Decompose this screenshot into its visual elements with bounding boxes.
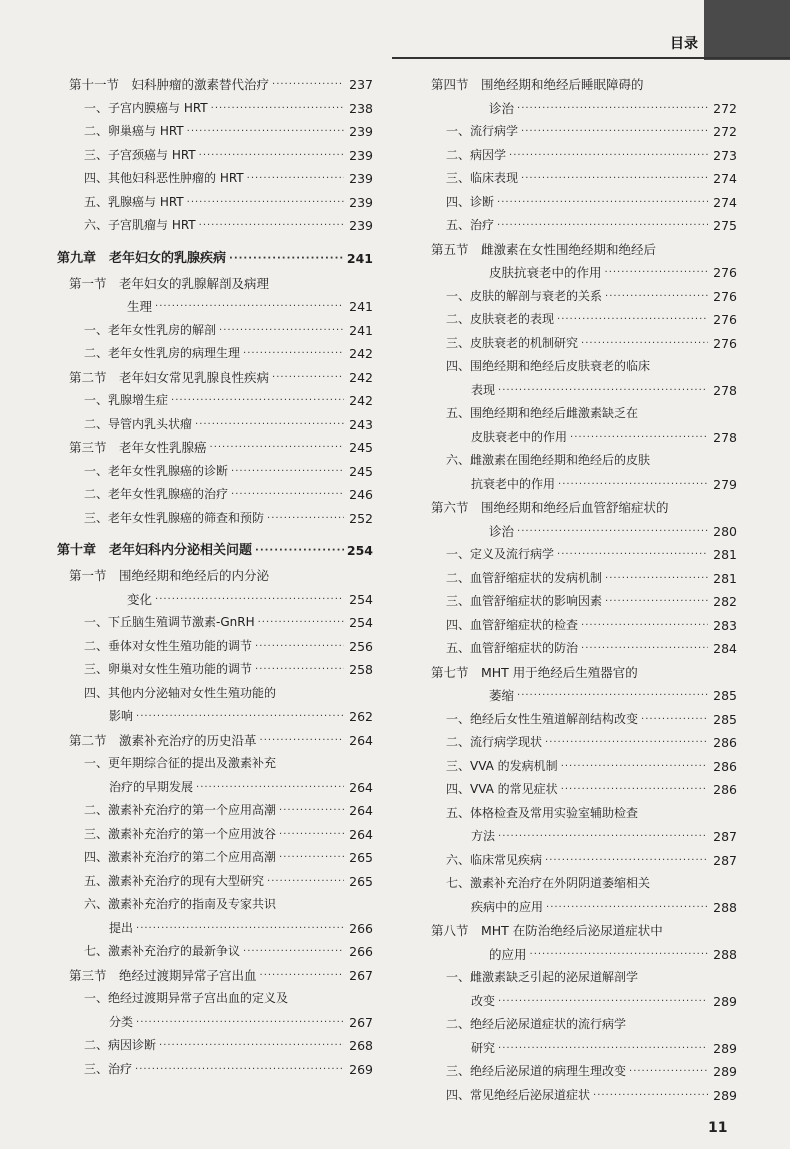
dot-leader [199,144,344,168]
dot-leader [517,520,708,544]
toc-entry-title: 的应用 [489,946,527,962]
toc-page-number: 242 [349,369,373,385]
toc-sub-entry[interactable] [57,823,373,847]
toc-entry-title: 二、导管内乳头状瘤 [84,416,193,431]
toc-page-number: 243 [349,416,373,432]
toc-sub-entry[interactable] [57,635,373,659]
toc-page-number: 264 [349,732,373,748]
dot-leader [187,120,344,144]
toc-sub-entry[interactable] [57,611,373,635]
dot-leader [247,167,344,191]
toc-section-entry[interactable] [419,238,737,285]
toc-page-number: 289 [713,1064,737,1079]
toc-sub-entry[interactable] [57,799,373,823]
toc-entry-title: 二、老年女性乳房的病理生理 [84,346,241,360]
header-rule [392,57,790,59]
dot-leader [517,684,708,708]
toc-sub-entry[interactable] [419,614,737,638]
toc-sub-entry[interactable] [57,1058,373,1082]
toc-entry-title: 一、更年期综合征的提出及激素补充 [84,756,277,770]
dot-leader [255,635,344,659]
toc-sub-entry[interactable] [57,191,373,215]
toc-entry-title: 一、雌激素缺乏引起的泌尿道解剖学 [446,970,639,984]
toc-entry-title: 四、常见绝经后泌尿道症状 [446,1087,591,1102]
toc-sub-entry[interactable] [57,987,373,1034]
toc-entry-title: 第三节 老年女性乳腺癌 [69,440,207,455]
toc-entry-title: 四、诊断 [446,194,495,209]
dot-leader [561,755,708,779]
toc-entry-title: 三、子宫颈癌与 HRT [84,147,196,162]
toc-section-entry[interactable] [57,964,373,988]
toc-entry-title: 生理 [127,299,153,314]
toc-sub-entry[interactable] [419,637,737,661]
toc-page-number: 288 [713,899,737,915]
dot-leader [171,389,344,413]
toc-sub-entry[interactable] [419,214,737,238]
toc-entry-title: 三、VVA 的发病机制 [446,758,558,773]
toc-entry-title: 变化 [127,591,153,607]
toc-entry-title: 三、血管舒缩症状的影响因素 [446,594,603,608]
dot-leader [258,611,344,635]
dot-leader [136,705,344,729]
toc-page-number: 241 [349,322,373,338]
toc-sub-entry[interactable] [419,872,737,919]
toc-sub-entry[interactable] [419,1013,737,1060]
toc-page-number: 274 [713,194,737,210]
toc-sub-entry[interactable] [57,460,373,484]
toc-sub-entry[interactable] [57,319,373,343]
toc-entry-title: 第八节 MHT 在防治绝经后泌尿道症状中 [431,923,663,938]
toc-page-number: 269 [349,1061,373,1077]
toc-page-number: 267 [349,1014,373,1030]
toc-entry-title: 第二节 老年妇女常见乳腺良性疾病 [69,369,270,385]
dot-leader [498,379,708,403]
dot-leader [279,846,344,870]
toc-entry-title: 一、定义及流行病学 [446,547,555,561]
toc-entry-title: 五、治疗 [446,218,495,232]
toc-entry-title: 四、激素补充治疗的第二个应用高潮 [84,850,277,864]
toc-entry-title: 四、其他内分泌轴对女性生殖功能的 [84,685,277,700]
toc-page-number: 272 [713,124,737,139]
toc-sub-entry[interactable] [419,355,737,402]
toc-section-entry[interactable] [57,272,373,319]
toc-entry-title: 六、临床常见疾病 [446,852,543,867]
dot-leader [272,73,344,97]
toc-entry-title: 研究 [471,1040,496,1055]
toc-page-number: 282 [713,594,737,609]
toc-page-number: 279 [713,476,737,492]
toc-entry-title: 一、绝经后女性生殖道解剖结构改变 [446,711,639,726]
toc-entry-title: 第三节 绝经过渡期异常子宫出血 [69,967,257,983]
dot-leader [136,917,344,941]
toc-sub-entry[interactable] [419,144,737,168]
toc-section-entry[interactable] [57,436,373,460]
dot-leader [557,543,708,567]
dot-leader [581,637,708,661]
toc-entry-title: 三、绝经后泌尿道的病理生理改变 [446,1064,627,1078]
toc-entry-title: 四、血管舒缩症状的检查 [446,617,579,632]
toc-entry-title: 二、流行病学现状 [446,735,543,749]
toc-entry-title: 一、下丘脑生殖调节激素-GnRH [84,615,255,629]
toc-entry-title: 萎缩 [489,688,515,703]
dot-leader [561,778,708,802]
toc-entry-title: 分类 [109,1014,134,1029]
dot-leader [581,614,708,638]
dot-leader [557,308,708,332]
toc-section-entry[interactable] [419,919,737,966]
toc-page-number: 274 [713,171,737,186]
toc-entry-title: 五、乳腺癌与 HRT [84,194,184,209]
toc-page-number: 266 [349,920,373,936]
toc-entry-title: 第十一节 妇科肿瘤的激素替代治疗 [69,77,270,92]
toc-page-number: 286 [713,735,737,750]
toc-sub-entry[interactable] [419,778,737,802]
toc-entry-title: 第一节 老年妇女的乳腺解剖及病理 [69,275,270,291]
dot-leader [546,896,708,920]
toc-page-number: 239 [349,194,373,210]
toc-page-number: 264 [349,779,373,795]
toc-page-number: 258 [349,662,373,677]
dot-leader [279,799,344,823]
dot-leader [135,1058,344,1082]
toc-page-number: 239 [349,171,373,186]
toc-page-number: 286 [713,782,737,797]
chapter-spacer [57,530,373,538]
toc-entry-title: 第六节 围绝经期和绝经后血管舒缩症状的 [431,500,669,515]
dot-leader [267,870,344,894]
toc-entry-title: 三、皮肤衰老的机制研究 [446,335,579,350]
toc-entry-title: 治疗的早期发展 [109,779,194,794]
dot-leader [517,97,708,121]
toc-page-number: 254 [349,615,373,630]
toc-page-number: 254 [346,543,373,558]
toc-page-number: 238 [349,100,373,116]
toc-entry-title: 三、激素补充治疗的第一个应用波谷 [84,826,277,841]
toc-sub-entry[interactable] [57,893,373,940]
dot-leader [195,413,344,437]
toc-sub-entry[interactable] [419,802,737,849]
toc-entry-title: 第二节 激素补充治疗的历史沿革 [69,732,257,748]
toc-sub-entry[interactable] [57,483,373,507]
toc-entry-title: 一、皮肤的解剖与衰老的关系 [446,288,603,303]
toc-page-number: 285 [713,688,737,703]
toc-page-number: 286 [713,758,737,774]
toc-page-number: 278 [713,382,737,398]
toc-page-number: 285 [713,711,737,727]
toc-page-number: 284 [713,641,737,656]
dot-leader [243,940,344,964]
dot-leader [199,214,344,238]
toc-sub-entry[interactable] [57,413,373,437]
toc-entry-title: 六、雌激素在围绝经期和绝经后的皮肤 [446,453,651,467]
toc-entry-title: 第七节 MHT 用于绝经后生殖器官的 [431,664,638,680]
toc-page-number: 287 [713,852,737,868]
dot-leader [545,731,708,755]
toc-entry-title: 二、老年女性乳腺癌的治疗 [84,487,229,501]
toc-sub-entry[interactable] [57,682,373,729]
dot-leader [605,590,708,614]
toc-entry-title: 二、血管舒缩症状的发病机制 [446,570,603,585]
toc-page-number: 289 [713,1040,737,1056]
dot-leader [605,567,708,591]
toc-section-entry[interactable] [57,73,373,97]
toc-sub-entry[interactable] [57,846,373,870]
toc-sub-entry[interactable] [57,940,373,964]
toc-entry-title: 二、垂体对女性生殖功能的调节 [84,638,253,653]
toc-entry-title: 三、老年女性乳腺癌的筛查和预防 [84,510,265,525]
toc-entry-title: 五、血管舒缩症状的防治 [446,641,579,655]
toc-page-number: 283 [713,617,737,633]
toc-entry-title: 二、卵巢癌与 HRT [84,124,184,138]
toc-page-number: 239 [349,124,373,139]
toc-section-entry[interactable] [419,73,737,120]
toc-entry-title: 六、激素补充治疗的指南及专家共识 [84,897,277,911]
toc-page-number: 276 [713,265,737,280]
toc-section-entry[interactable] [57,729,373,753]
toc-chapter-entry[interactable] [57,246,373,272]
dot-leader [570,426,708,450]
dot-leader [279,823,344,847]
toc-section-entry[interactable] [419,496,737,543]
toc-page-number: 239 [349,218,373,233]
dot-leader [497,191,708,215]
dot-leader [260,964,344,988]
toc-entry-title: 皮肤抗衰老中的作用 [489,265,602,280]
header-tab [704,0,790,60]
toc-entry-title: 疾病中的应用 [471,899,544,914]
toc-left-column [57,73,373,1081]
dot-leader [229,246,344,272]
dot-leader [521,167,708,191]
toc-page-number: 242 [349,346,373,361]
dot-leader [509,144,708,168]
toc-entry-title: 方法 [471,829,496,843]
toc-chapter-entry[interactable] [57,538,373,564]
dot-leader [231,483,344,507]
dot-leader [155,588,344,612]
toc-section-entry[interactable] [419,661,737,708]
dot-leader [498,1037,708,1061]
toc-entry-title: 二、病因诊断 [84,1038,157,1052]
toc-sub-entry[interactable] [419,120,737,144]
toc-sub-entry[interactable] [419,590,737,614]
toc-sub-entry[interactable] [57,144,373,168]
toc-entry-title: 三、治疗 [84,1061,133,1076]
toc-sub-entry[interactable] [57,870,373,894]
dot-leader [196,776,344,800]
toc-entry-title: 四、围绝经期和绝经后皮肤衰老的临床 [446,359,651,373]
toc-sub-entry[interactable] [57,167,373,191]
toc-sub-entry[interactable] [57,389,373,413]
dot-leader [530,943,708,967]
toc-page-number: 241 [349,299,373,314]
toc-page-number: 262 [349,709,373,724]
toc-page-number: 276 [713,335,737,351]
dot-leader [159,1034,344,1058]
toc-sub-entry[interactable] [419,285,737,309]
dot-leader [498,825,708,849]
toc-page-number: 252 [349,510,373,526]
toc-sub-entry[interactable] [57,752,373,799]
toc-entry-title: 皮肤衰老中的作用 [471,429,568,444]
toc-sub-entry[interactable] [419,167,737,191]
toc-sub-entry[interactable] [419,567,737,591]
dot-leader [545,849,708,873]
toc-entry-title: 七、激素补充治疗的最新争议 [84,944,241,958]
page-header-title: 目录 [670,36,698,52]
dot-leader [629,1060,708,1084]
toc-page-number: 280 [713,523,737,539]
toc-page-number: 237 [349,77,373,92]
toc-entry-title: 第一节 围绝经期和绝经后的内分泌 [69,568,270,583]
dot-leader [593,1084,708,1108]
toc-entry-title: 抗衰老中的作用 [471,476,556,491]
dot-leader [255,538,344,564]
toc-entry-title: 一、子宫内膜癌与 HRT [84,100,208,115]
toc-sub-entry[interactable] [419,849,737,873]
toc-sub-entry[interactable] [419,332,737,356]
toc-sub-entry[interactable] [57,658,373,682]
toc-entry-title: 三、卵巢对女性生殖功能的调节 [84,662,253,676]
toc-page-number: 288 [713,946,737,962]
dot-leader [497,214,708,238]
toc-sub-entry[interactable] [419,402,737,449]
toc-section-entry[interactable] [57,564,373,611]
toc-entry-title: 五、体格检查及常用实验室辅助检查 [446,805,639,820]
toc-entry-title: 一、流行病学 [446,124,519,138]
toc-entry-title: 五、围绝经期和绝经后雌激素缺乏在 [446,406,639,420]
dot-leader [605,261,708,285]
toc-sub-entry[interactable] [419,191,737,215]
dot-leader [272,366,344,390]
toc-entry-title: 二、绝经后泌尿道症状的流行病学 [446,1017,627,1031]
toc-page-number: 242 [349,393,373,408]
toc-right-column [419,73,737,1107]
toc-entry-title: 一、绝经过渡期异常子宫出血的定义及 [84,991,289,1005]
page-number: 11 [708,1120,728,1136]
dot-leader [136,1011,344,1035]
dot-leader [255,658,344,682]
toc-entry-title: 七、激素补充治疗在外阴阴道萎缩相关 [446,876,651,890]
toc-page-number: 239 [349,147,373,163]
toc-entry-title: 改变 [471,993,496,1008]
toc-entry-title: 六、子宫肌瘤与 HRT [84,218,196,232]
toc-page-number: 268 [349,1038,373,1053]
dot-leader [605,285,708,309]
toc-entry-title: 表现 [471,382,496,397]
toc-sub-entry[interactable] [419,1084,737,1108]
toc-sub-entry[interactable] [419,708,737,732]
dot-leader [260,729,344,753]
toc-entry-title: 第十章 老年妇科内分泌相关问题 [57,543,253,558]
dot-leader [210,436,344,460]
toc-sub-entry[interactable] [57,342,373,366]
toc-entry-title: 二、皮肤衰老的表现 [446,312,555,326]
dot-leader [219,319,344,343]
dot-leader [267,507,344,531]
toc-sub-entry[interactable] [419,755,737,779]
toc-page-number: 273 [713,147,737,163]
toc-sub-entry[interactable] [57,120,373,144]
toc-page-number: 287 [713,829,737,844]
toc-sub-entry[interactable] [57,97,373,121]
toc-page-number: 265 [349,850,373,865]
toc-sub-entry[interactable] [419,449,737,496]
toc-page-number: 278 [713,429,737,445]
toc-page-number: 281 [713,570,737,586]
dot-leader [187,191,344,215]
toc-entry-title: 一、老年女性乳房的解剖 [84,322,217,337]
toc-entry-title: 二、病因学 [446,147,507,162]
toc-page-number: 241 [346,250,373,266]
toc-page-number: 256 [349,638,373,654]
toc-page-number: 289 [713,1087,737,1103]
toc-entry-title: 诊治 [489,523,515,539]
toc-entry-title: 诊治 [489,100,515,116]
toc-entry-title: 二、激素补充治疗的第一个应用高潮 [84,803,277,817]
toc-page-number: 246 [349,487,373,502]
toc-entry-title: 第四节 围绝经期和绝经后睡眠障碍的 [431,77,644,92]
dot-leader [498,990,708,1014]
dot-leader [231,460,344,484]
toc-page-number: 254 [349,591,373,607]
toc-entry-title: 提出 [109,920,134,935]
toc-page-number: 266 [349,944,373,959]
toc-page-number: 276 [713,312,737,327]
toc-entry-title: 第五节 雌激素在女性围绝经期和绝经后 [431,241,657,257]
toc-sub-entry[interactable] [419,731,737,755]
toc-sub-entry[interactable] [419,1060,737,1084]
dot-leader [243,342,344,366]
toc-page-number: 245 [349,440,373,455]
toc-entry-title: 三、临床表现 [446,171,519,185]
toc-page-number: 265 [349,873,373,889]
toc-entry-title: 一、老年女性乳腺癌的诊断 [84,463,229,478]
dot-leader [521,120,708,144]
toc-page-number: 289 [713,993,737,1009]
toc-page-number: 264 [349,826,373,842]
dot-leader [558,473,708,497]
toc-page-number: 272 [713,100,737,116]
dot-leader [155,295,344,319]
toc-sub-entry[interactable] [419,543,737,567]
toc-entry-title: 四、VVA 的常见症状 [446,782,558,796]
dot-leader [211,97,344,121]
toc-sub-entry[interactable] [57,214,373,238]
toc-entry-title: 一、乳腺增生症 [84,393,169,407]
toc-page-number: 264 [349,803,373,818]
toc-page-number: 267 [349,967,373,983]
toc-sub-entry[interactable] [419,308,737,332]
dot-leader [641,708,708,732]
toc-entry-title: 五、激素补充治疗的现有大型研究 [84,873,265,888]
toc-entry-title: 四、其他妇科恶性肿瘤的 HRT [84,171,244,185]
toc-page-number: 276 [713,288,737,304]
toc-entry-title: 第九章 老年妇女的乳腺疾病 [57,250,227,266]
chapter-spacer [57,238,373,246]
dot-leader [581,332,708,356]
toc-section-entry[interactable] [57,366,373,390]
toc-page-number: 281 [713,547,737,562]
toc-sub-entry[interactable] [57,1034,373,1058]
toc-entry-title: 影响 [109,709,134,723]
toc-page-number: 275 [713,218,737,233]
toc-sub-entry[interactable] [419,966,737,1013]
toc-page-number: 245 [349,463,373,479]
toc-sub-entry[interactable] [57,507,373,531]
